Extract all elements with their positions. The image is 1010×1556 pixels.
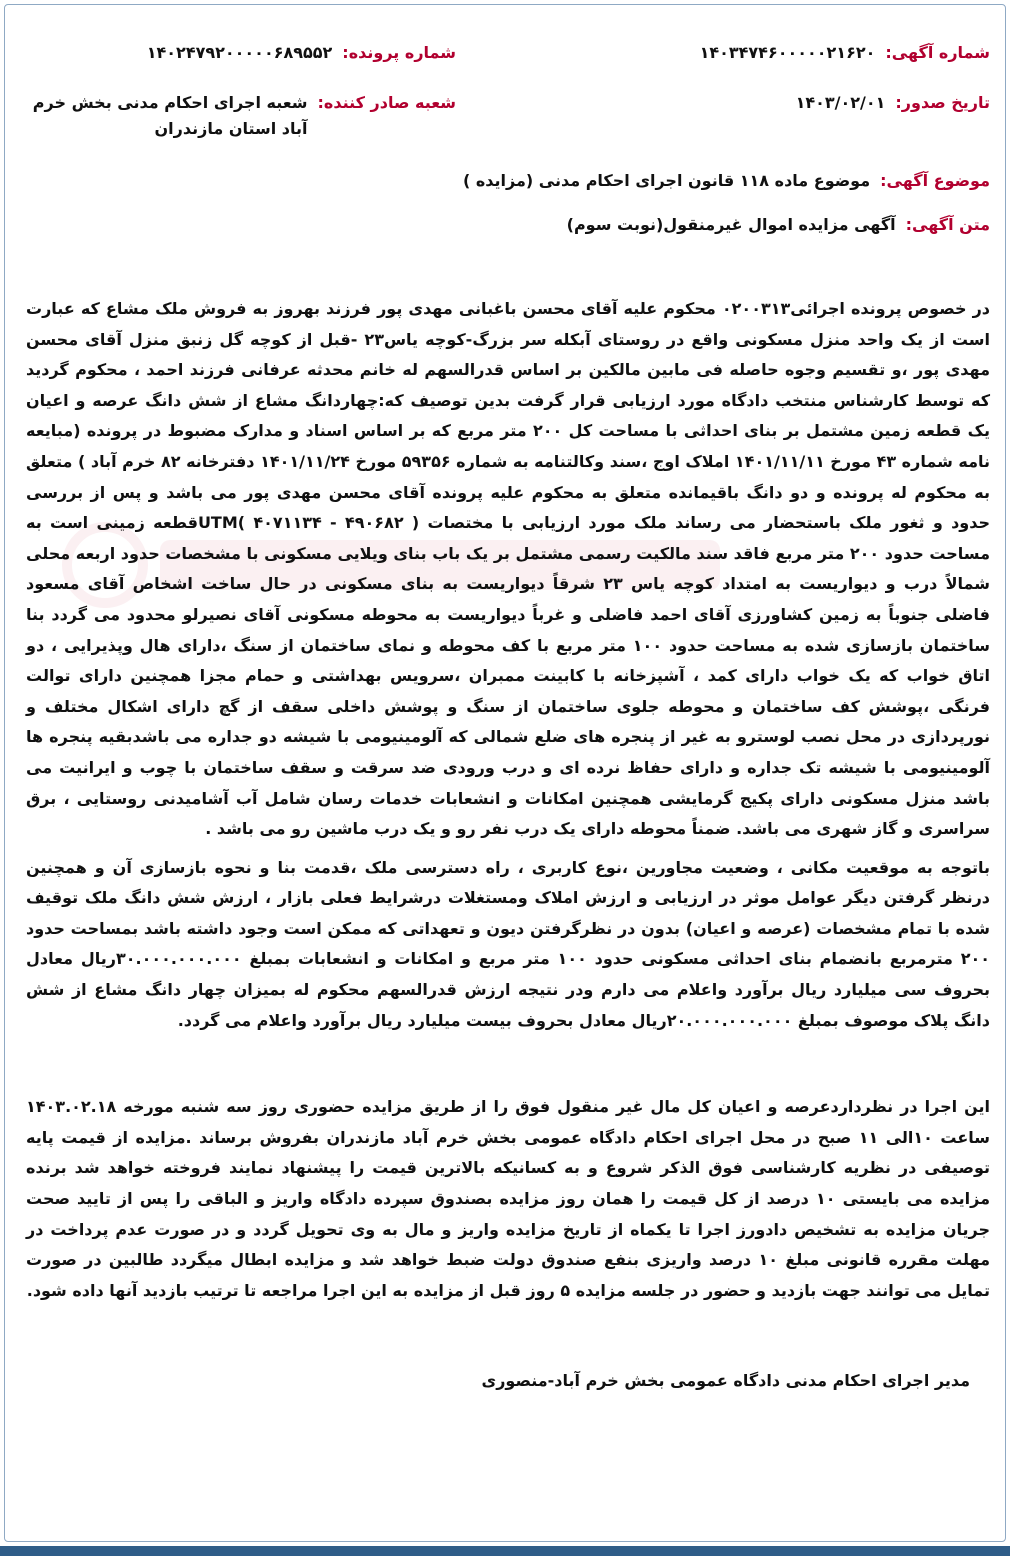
- body-paragraph-auction-terms: این اجرا در نظرداردعرصه و اعیان کل مال غیر منقول فوق را از طریق مزایده حضوری روز سه شنبه مورخه ۱۴۰۳.۰۲.۱۸ ساعت ۱۰الی ۱۱ صبح در محل اجرای احکام دادگاه عمومی بخش خرم آباد مازندران بفروش برساند .مزایده از قیمت پایه توصیفی در نظریه کارشناسی فوق الذکر شروع و به کسانیکه بالاترین قیمت را پیشنهاد نمایند فروخته خواهد شد برنده مزایده می بایستی ۱۰ درصد از کل قیمت را همان روز مزایده بصندوق سپرده دادگاه واریز و الباقی را پس از تایید صحت جریان مزایده به تشخیص دادورز اجرا تا یکماه از تاریخ مزایده واریز و مال به وی تحویل گردد و در صورت عدم پرداخت در مهلت مقرره قانونی مبلغ ۱۰ درصد واریزی بنفع صندوق دولت ضبط خواهد شد و مزایده ابطال میگردد طالبین در صورت تمایل می توانند جهت بازدید و حضور در جلسه مزایده ۵ روز قبل از مزایده به این اجرا مراجعه تا ترتیب بازدید آنها داده شود.: [26, 1097, 990, 1300]
- body-paragraph-property-description: در خصوص پرونده اجرائی۰۲۰۰۳۱۳ محکوم علیه آقای محسن باغبانی مهدی پور فرزند بهروز به فروش ملک مشاع که عبارت است از یک واحد منزل مسکونی واقع در روستای آبکله سر بزرگ-کوچه یاس۲۳ -قبل از کوچه گل زنبق منزل آقای محسن مهدی پور ،و تقسیم وجوه حاصله فی مابین مالکین بر اساس قدرالسهم له خانم محدثه عرفانی فرزند احمد ، محکوم گردید که توسط کارشناس منتخب دادگاه مورد ارزیابی قرار گرفت بدین توصیف که:چهاردانگ مشاع از شش دانگ عرصه و اعیان یک قطعه زمین مشتمل بر بنای احداثی با مساحت کل ۲۰۰ متر مربع که بر اساس اسناد و مدارک مضبوط در پرونده (مبایعه نامه شماره ۴۳ مورخ ۱۴۰۱/۱۱/۱۱ املاک اوج ،سند وکالتنامه به شماره ۵۹۳۵۶ مورخ ۱۴۰۱/۱۱/۲۴ دفترخانه ۸۲ خرم آباد ) متعلق به محکوم له پرونده و دو دانگ باقیمانده متعلق به محکوم علیه پرونده آقای محسن مهدی پور می باشد و پس از بررسی حدود و ثغور ملک باستحضار می رساند ملک مورد ارزیابی با مختصات ( ۴۹۰۶۸۲ - ۴۰۷۱۱۳۴ )UTMقطعه زمینی است به مساحت حدود ۲۰۰ متر مربع فاقد سند مالکیت رسمی مشتمل بر یک باب بنای ویلایی مسکونی با مشخصات حدود اربعه محلی شمالاً درب و دیواریست به امتداد کوچه یاس ۲۳ شرقاً دیواریست به بنای مسکونی در حال ساخت اشخاص آقای مسعود فاضلی جنوباً به زمین کشاورزی آقای احمد فاضلی و غرباً دیواریست به محوطه مسکونی آقای نصیرلو محدود می گردد بنا ساختمان بازسازی شده به مساحت حدود ۱۰۰ متر مربع با کف محوطه و نمای ساختمان از سنگ ،دارای هال وپذیرایی ، دو اتاق خواب که یک خواب دارای کمد ، آشپزخانه با کابینت ممبران ،سرویس بهداشتی و حمام مجزا همچنین دارای توالت فرنگی ،پوشش کف ساختمان و محوطه جلوی ساختمان از سنگ و پوشش داخلی سقف از گچ دارای اشکال مختلف و نورپردازی در محل نصب لوسترو به غیر از پنجره های ضلع شمالی که آلومینیومی با شیشه دو جداره می باشدبقیه پنجره ها آلومینیومی با شیشه تک جداره و دارای حفاظ نرده ای و درب ورودی ضد سرقت و سقف ساختمان با چوب و ایرانیت می باشد منزل مسکونی دارای پکیج گرمایشی همچنین امکانات و انشعابات خدمات رسان شامل آب آشامیدنی روستایی ، برق سراسری و گاز شهری می باشد. ضمناً محوطه دارای یک درب نفر رو و یک درب ماشین رو می باشد .: [26, 299, 991, 839]
- issuing-branch-label: شعبه صادر کننده:: [317, 93, 456, 112]
- issue-date-value: ۱۴۰۳/۰۲/۰۱: [795, 93, 886, 112]
- header-row-numbers: [26, 40, 990, 66]
- case-number-value: ۱۴۰۲۴۷۹۲۰۰۰۰۰۶۸۹۵۵۲: [146, 43, 333, 62]
- body-paragraph-valuation: باتوجه به موقعیت مکانی ، وضعیت مجاورین ،نوع کاربری ، راه دسترسی ملک ،قدمت بنا و نحوه بازسازی آن و همچنین درنظر گرفتن دیگر عوامل موثر در ارزیابی و ارزش املاک ومستغلات درشرایط فعلی بازار ، ارزش شش دانگ ملک توقیف شده با تمام مشخصات (عرصه و اعیان) بدون در نظرگرفتن دیون و تعهداتی که ممکن است وجود داشته باشد بمساحت حدود ۲۰۰ مترمربع بانضمام بنای احداثی مسکونی حدود ۱۰۰ متر مربع و امکانات و انشعابات بمبلغ ۳۰.۰۰۰.۰۰۰.۰۰۰ریال معادل بحروف سی میلیارد ریال برآورد واعلام می دارم ودر نتیجه ارزش قدرالسهم محکوم له بمیزان چهار دانگ مشاع از شش دانگ پلاک موصوف بمبلغ ۲۰.۰۰۰.۰۰۰.۰۰۰ریال معادل بحروف بیست میلیارد ریال برآورد واعلام می گردد.: [26, 857, 990, 1030]
- subject-row: [26, 168, 990, 194]
- subject-cell: [463, 168, 990, 194]
- notice-page: [26, 30, 990, 1396]
- notice-number-cell: [700, 40, 990, 66]
- header-row-date-branch: [26, 90, 990, 142]
- notice-body: [26, 294, 990, 1306]
- issuing-branch-value: شعبه اجرای احکام مدنی بخش خرم آباد استان مازندران: [32, 93, 308, 138]
- body-title-row: [26, 212, 990, 238]
- body-title-cell: [567, 212, 990, 238]
- bottom-bar: [0, 1546, 1010, 1556]
- body-title-label: متن آگهی:: [905, 215, 990, 234]
- signature-line: مدیر اجرای احکام مدنی دادگاه عمومی بخش خرم آباد-منصوری: [481, 1371, 970, 1391]
- subject-label: موضوع آگهی:: [880, 171, 990, 190]
- subject-value: موضوع ماده ۱۱۸ قانون اجرای احکام مدنی (مزایده ): [462, 171, 871, 190]
- body-title-value: آگهی مزایده اموال غیرمنقول(نوبت سوم): [566, 215, 896, 234]
- case-number-cell: [26, 40, 456, 66]
- issue-date-label: تاریخ صدور:: [895, 93, 990, 112]
- case-number-label: شماره پرونده:: [342, 43, 456, 62]
- notice-number-value: ۱۴۰۳۴۷۴۶۰۰۰۰۰۲۱۶۲۰: [699, 43, 876, 62]
- issue-date-cell: [700, 90, 990, 116]
- issuing-branch-cell: [26, 90, 456, 142]
- notice-number-label: شماره آگهی:: [885, 43, 990, 62]
